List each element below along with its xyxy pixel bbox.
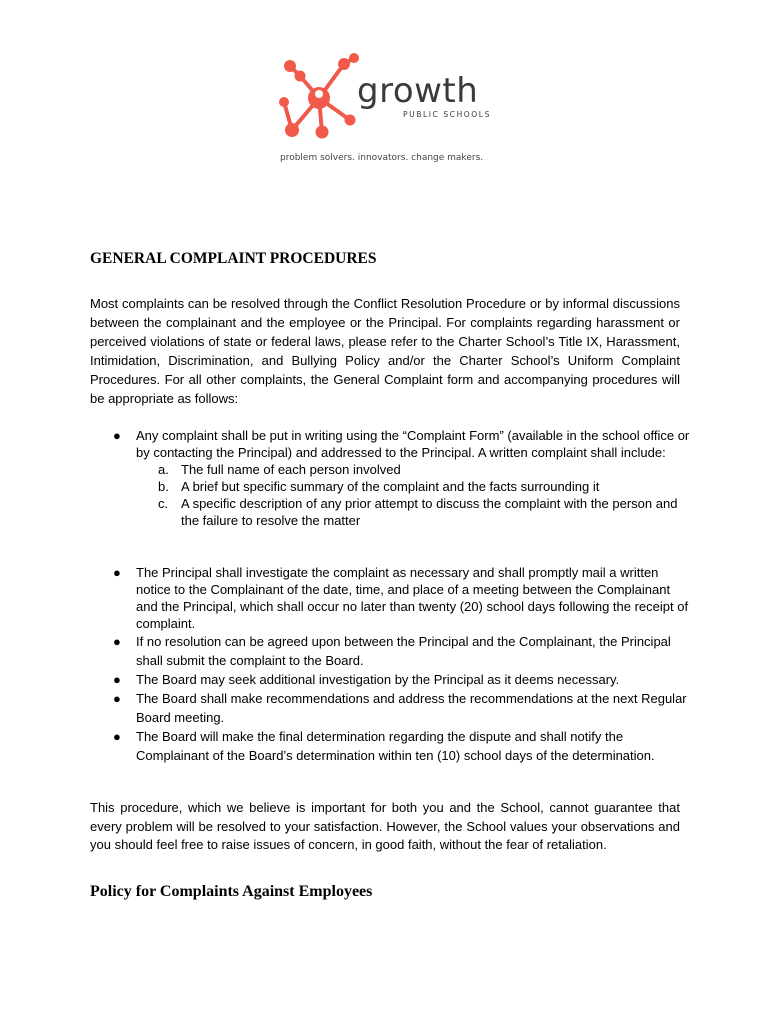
list-item bbox=[90, 727, 690, 765]
sub-list-item bbox=[136, 461, 690, 478]
bullet-icon: ● bbox=[113, 565, 121, 580]
list-item-text: The Board may seek additional investigation by the Principal as it deems necessary. bbox=[136, 672, 620, 687]
brand-tagline: problem solvers. innovators. change makers. bbox=[280, 153, 484, 163]
brand-wordmark: growth bbox=[357, 71, 479, 111]
sub-list-text: The full name of each person involved bbox=[181, 462, 401, 477]
list-item-text: If no resolution can be agreed upon between the Principal and the Complainant, the Principal shall submit the complaint to the Board. bbox=[136, 634, 671, 668]
bullet-icon: ● bbox=[113, 691, 121, 706]
complaint-form-list bbox=[90, 427, 690, 529]
list-item bbox=[90, 564, 690, 632]
sub-list-marker: b. bbox=[158, 479, 169, 494]
sub-list-item bbox=[136, 495, 690, 529]
brand-subtitle: PUBLIC SCHOOLS bbox=[403, 110, 491, 119]
list-item bbox=[90, 632, 690, 670]
list-item bbox=[90, 670, 690, 689]
sub-list-text: A brief but specific summary of the complaint and the facts surrounding it bbox=[181, 479, 600, 494]
sub-list-item bbox=[136, 478, 690, 495]
policy-heading: Policy for Complaints Against Employees bbox=[90, 883, 373, 900]
bullet-icon: ● bbox=[113, 729, 121, 744]
list-item bbox=[90, 427, 690, 529]
section-heading: GENERAL COMPLAINT PROCEDURES bbox=[90, 250, 377, 267]
sub-list-text: A specific description of any prior attempt to discuss the complaint with the person and the failure to resolve the matter bbox=[181, 496, 678, 528]
bullet-icon: ● bbox=[113, 634, 121, 649]
list-item-text: The Principal shall investigate the complaint as necessary and shall promptly mail a written notice to the Complainant of the date, time, and place of a meeting between the Complainant and the Principal, which shall occur no later than twenty (20) school days following the receipt of complaint. bbox=[136, 565, 689, 631]
sub-list bbox=[136, 461, 690, 529]
bullet-icon: ● bbox=[113, 672, 121, 687]
list-item bbox=[90, 689, 690, 727]
list-item-text: Any complaint shall be put in writing using the “Complaint Form” (available in the school office or by contacting the Principal) and addressed to the Principal. A written complaint shall include: bbox=[136, 428, 690, 460]
sub-list-marker: c. bbox=[158, 496, 169, 511]
closing-paragraph: This procedure, which we believe is important for both you and the School, cannot guarantee that every problem will be resolved to your satisfaction. However, the School values your observations and you should feel free to raise issues of concern, in good faith, without the fear of retaliation. bbox=[90, 800, 680, 852]
molecule-icon bbox=[276, 50, 366, 150]
growth-logo bbox=[276, 50, 506, 180]
procedure-steps-list bbox=[90, 564, 690, 765]
list-item-text: The Board shall make recommendations and address the recommendations at the next Regular Board meeting. bbox=[136, 691, 687, 725]
sub-list-marker: a. bbox=[158, 462, 169, 477]
intro-paragraph: Most complaints can be resolved through the Conflict Resolution Procedure or by informal discussions between the complainant and the employee or the Principal. For complaints regarding harassment or perceived violations of state or federal laws, please refer to the Charter School’s Title IX, Harassment, Intimidation, Discrimination, and Bullying Policy and/or the Charter School’s Uniform Complaint Procedures. For all other complaints, the General Complaint form and accompanying procedures will be appropriate as follows: bbox=[90, 296, 680, 406]
bullet-icon: ● bbox=[113, 428, 121, 443]
list-item-text: The Board will make the final determination regarding the dispute and shall notify the Complainant of the Board’s determination within ten (10) school days of the determination. bbox=[136, 729, 655, 763]
